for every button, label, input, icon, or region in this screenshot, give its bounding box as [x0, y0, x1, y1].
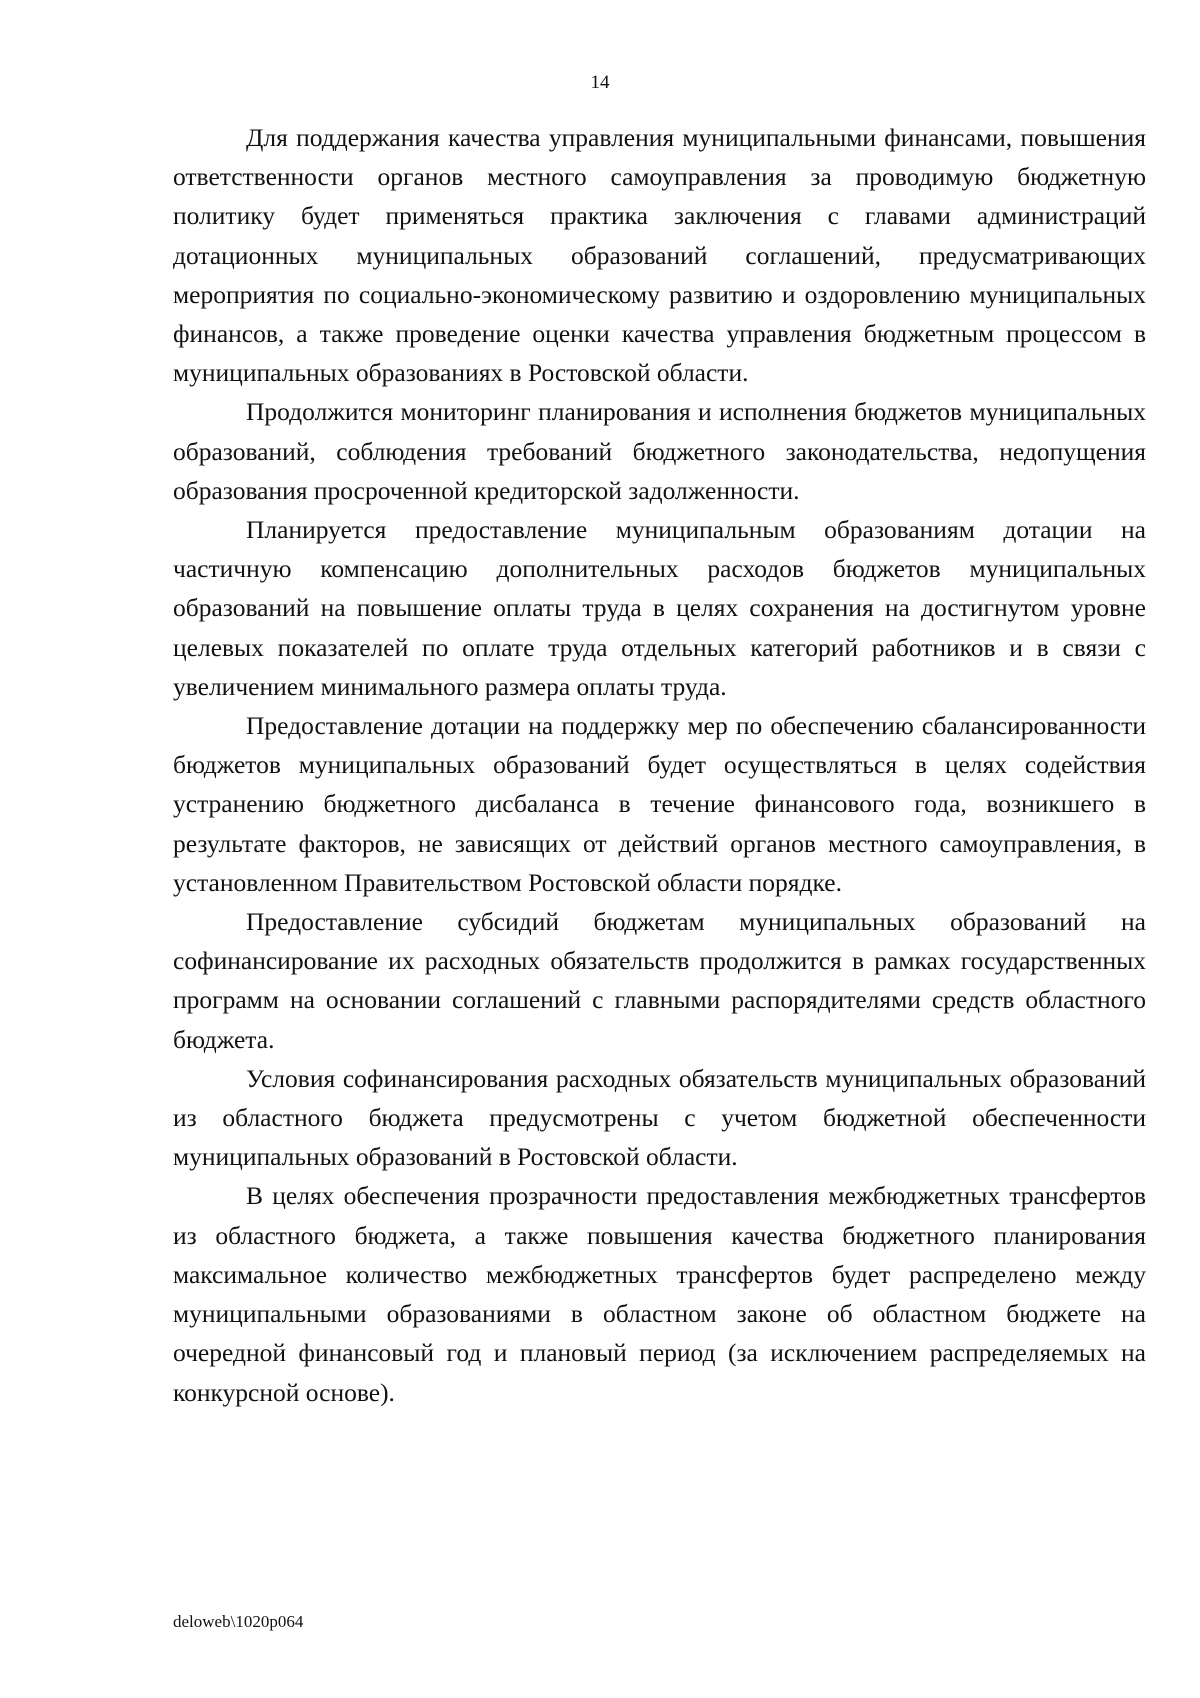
paragraph-balance-support-grant: Предоставление дотации на поддержку мер по обеспечению сбалансированности бюджетов муниципальных образований будет осуществляться в целях содействия устранению бюджетного дисбаланса в течение финансового года, возникшего в результате факторов, не зависящих от действий органов местного самоуправления, в установленном Правительством Ростовской области порядке.	[173, 711, 1146, 897]
paragraph-municipal-finance-quality: Для поддержания качества управления муниципальными финансами, повышения ответственности органов местного самоуправления за проводимую бюджетную политику будет применяться практика заключения с главами администраций дотационных муниципальных образований соглашений, предусматривающих мероприятия по социально-экономическому развитию и оздоровлению муниципальных финансов, а также проведение оценки качества управления бюджетным процессом в муниципальных образованиях в Ростовской области.	[173, 123, 1146, 388]
paragraph-subsidies: Предоставление субсидий бюджетам муниципальных образований на софинансирование их расходных обязательств продолжится в рамках государственных программ на основании соглашений с главными распорядителями средств областного бюджета.	[173, 907, 1146, 1054]
footer-document-code: deloweb\1020p064	[173, 1612, 304, 1631]
page-number: 14	[590, 72, 610, 93]
paragraph-budget-monitoring: Продолжится мониторинг планирования и исполнения бюджетов муниципальных образований, соблюдения требований бюджетного законодательства, недопущения образования просроченной кредиторской задолженности.	[173, 397, 1146, 505]
paragraph-cofinancing-conditions: Условия софинансирования расходных обязательств муниципальных образований из областного бюджета предусмотрены с учетом бюджетной обеспеченности муниципальных образований в Ростовской области.	[173, 1063, 1146, 1172]
document-body	[173, 118, 1146, 1412]
paragraph-wage-compensation-grant: Планируется предоставление муниципальным образованиям дотации на частичную компенсацию дополнительных расходов бюджетов муниципальных образований на повышение оплаты труда в целях сохранения на достигнутом уровне целевых показателей по оплате труда отдельных категорий работников и в связи с увеличением минимального размера оплаты труда.	[173, 515, 1146, 701]
paragraph-transfer-transparency: В целях обеспечения прозрачности предоставления межбюджетных трансфертов из областного бюджета, а также повышения качества бюджетного планирования максимальное количество межбюджетных трансфертов будет распределено между муниципальными образованиями в областном законе об областном бюджете на очередной финансовый год и плановый период (за исключением распределяемых на конкурсной основе).	[173, 1181, 1146, 1407]
